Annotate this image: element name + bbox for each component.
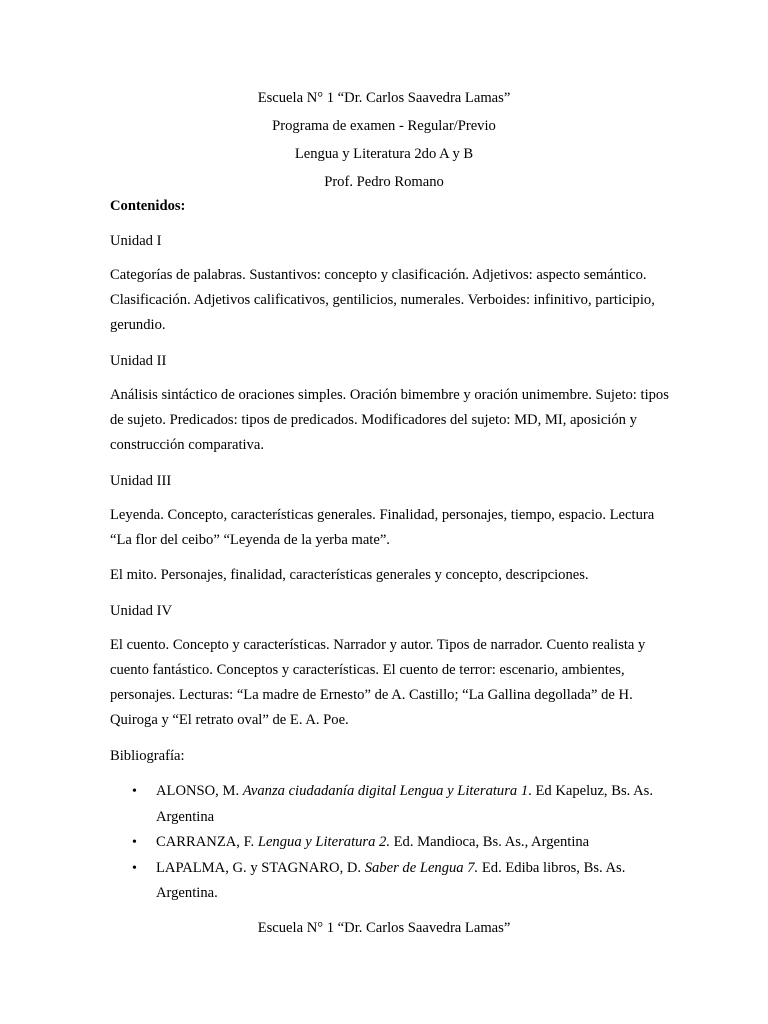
bullet-icon: • <box>132 835 137 850</box>
bibliography-work: Lengua y Literatura 2. <box>257 834 390 850</box>
bibliography-publisher: Ed. Mandioca, Bs. As., Argentina <box>389 834 590 850</box>
exam-program-title: Programa de examen - Regular/Previo <box>272 118 496 134</box>
bibliography-work: Saber de Lengua 7. <box>364 859 479 876</box>
unit-paragraph: El mito. Personajes, finalidad, características generales y concepto, descripciones. <box>110 567 589 583</box>
bibliography-publisher: Ed. Ediba libros, Bs. As. Argentina. <box>156 859 626 901</box>
bullet-icon: • <box>132 784 137 799</box>
unit-title: Unidad I <box>110 233 162 249</box>
school-name: Escuela N° 1 “Dr. Carlos Saavedra Lamas” <box>257 90 511 106</box>
unit-4 <box>110 598 670 733</box>
bibliography-author: ALONSO, M. <box>156 783 243 799</box>
unit-3 <box>110 468 670 588</box>
document-body <box>110 193 670 907</box>
document-header <box>0 84 768 196</box>
teacher-name: Prof. Pedro Romano <box>324 174 444 190</box>
unit-title: Unidad IV <box>110 603 173 619</box>
unit-title: Unidad II <box>110 353 167 369</box>
bibliography-item <box>110 779 670 830</box>
document-footer: Escuela N° 1 “Dr. Carlos Saavedra Lamas” <box>257 920 511 936</box>
bibliography-author: CARRANZA, F. <box>156 834 258 850</box>
bibliography-work: Avanza ciudadanía digital Lengua y Literatura 1 <box>242 783 529 799</box>
bibliography-item <box>110 830 670 856</box>
unit-2 <box>110 348 670 458</box>
unit-1 <box>110 228 670 338</box>
bibliography-publisher: . Ed Kapeluz, Bs. As. Argentina <box>156 783 654 825</box>
unit-paragraph: Análisis sintáctico de oraciones simples. Oración bimembre y oración unimembre. Sujeto: tipos de sujeto. Predicados: tipos de predicados. Modificadores del sujeto: MD, MI, aposición y construcción comparativa. <box>110 387 669 453</box>
unit-paragraph: Leyenda. Concepto, características generales. Finalidad, personajes, tiempo, espacio. Lectura “La flor del ceibo” “Leyenda de la yerba mate”. <box>110 507 655 548</box>
course-name: Lengua y Literatura 2do A y B <box>294 146 474 162</box>
bibliography-author: LAPALMA, G. y STAGNARO, D. <box>156 859 365 876</box>
bibliography-heading: Bibliografía: <box>110 748 185 764</box>
contents-heading: Contenidos: <box>110 198 186 214</box>
unit-title: Unidad III <box>110 473 172 489</box>
unit-paragraph: Categorías de palabras. Sustantivos: concepto y clasificación. Adjetivos: aspecto semántico. Clasificación. Adjetivos calificativos, gentilicios, numerales. Verboides: infinitivo, participio, gerundio. <box>110 267 655 333</box>
bullet-icon: • <box>132 860 137 876</box>
bibliography-item <box>110 856 670 907</box>
bibliography-list <box>110 779 670 907</box>
unit-paragraph: El cuento. Concepto y características. Narrador y autor. Tipos de narrador. Cuento realista y cuento fantástico. Conceptos y características. El cuento de terror: escenario, ambientes, personajes. Lecturas: “La madre de Ernesto” de A. Castillo; “La Gallina degollada” de H. Quiroga y “El retrato oval” de E. A. Poe. <box>110 637 646 728</box>
